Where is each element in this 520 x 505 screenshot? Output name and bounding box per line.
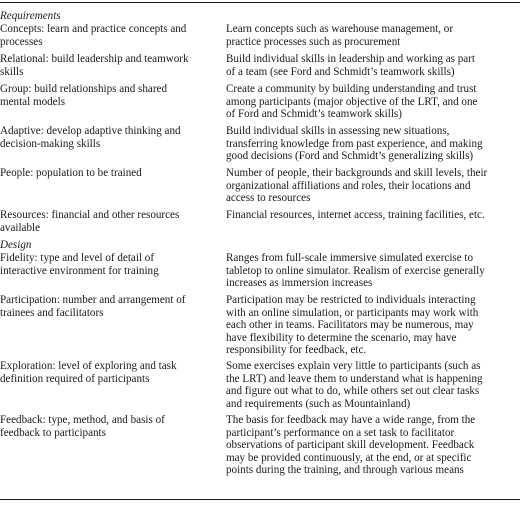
description-cell: Build individual skills in leadership and working as part of a team (see Ford and Schmidt’s teamwork skills) bbox=[226, 53, 475, 78]
description-cell: Create a community by building understanding and trust among participants (major objective of the LRT, and one of Ford and Schmidt’s teamwork skills) bbox=[226, 83, 478, 121]
term-cell: Exploration: level of exploring and task definition required of participants bbox=[0, 360, 177, 385]
section-title-requirements: Requirements bbox=[0, 10, 61, 22]
term-cell: Concepts: learn and practice concepts and processes bbox=[0, 23, 187, 48]
description-cell: Ranges from full-scale immersive simulated exercise to tabletop to online simulator. Realism of exercise generally increases as immersion increases bbox=[226, 252, 485, 290]
section-title-design: Design bbox=[0, 239, 32, 251]
term-cell: Adaptive: develop adaptive thinking and decision-making skills bbox=[0, 125, 181, 150]
description-cell: Build individual skills in assessing new situations, transferring knowledge from past experience, and making good decisions (Ford and Schmidt’s generalizing skills) bbox=[226, 125, 483, 163]
description-cell: Financial resources, internet access, training facilities, etc. bbox=[226, 209, 485, 221]
term-cell: Fidelity: type and level of detail of interactive environment for training bbox=[0, 252, 159, 277]
description-cell: Some exercises explain very little to participants (such as the LRT) and leave them to understand what is happening and figure out what to do, while others set out clear tasks and requirements (such as Mountainland) bbox=[226, 360, 483, 410]
description-cell: Learn concepts such as warehouse management, or practice processes such as procurement bbox=[226, 23, 454, 48]
term-cell: Participation: number and arrangement of trainees and facilitators bbox=[0, 294, 186, 319]
term-cell: People: population to be trained bbox=[0, 167, 142, 179]
term-cell: Relational: build leadership and teamwork skills bbox=[0, 53, 189, 78]
term-cell: Group: build relationships and shared mental models bbox=[0, 83, 167, 108]
description-cell: Number of people, their backgrounds and skill levels, their organizational affiliations and roles, their locations and access to resources bbox=[226, 167, 488, 205]
description-cell: Participation may be restricted to individuals interacting with an online simulation, or participants may work with each other in teams. Facilitators may be numerous, may have flexibility to determine the scenario, may have responsibility for feedback, etc. bbox=[226, 294, 479, 357]
term-cell: Resources: financial and other resources available bbox=[0, 209, 180, 234]
term-cell: Feedback: type, method, and basis of feedback to participants bbox=[0, 414, 165, 439]
top-rule bbox=[0, 2, 520, 3]
bottom-rule bbox=[0, 499, 520, 500]
description-cell: The basis for feedback may have a wide range, from the participant’s performance on a set task to facilitator observations of participant skill development. Feedback may be provided continuously, at the end, or at specific points during the training, and through various means bbox=[226, 414, 476, 477]
